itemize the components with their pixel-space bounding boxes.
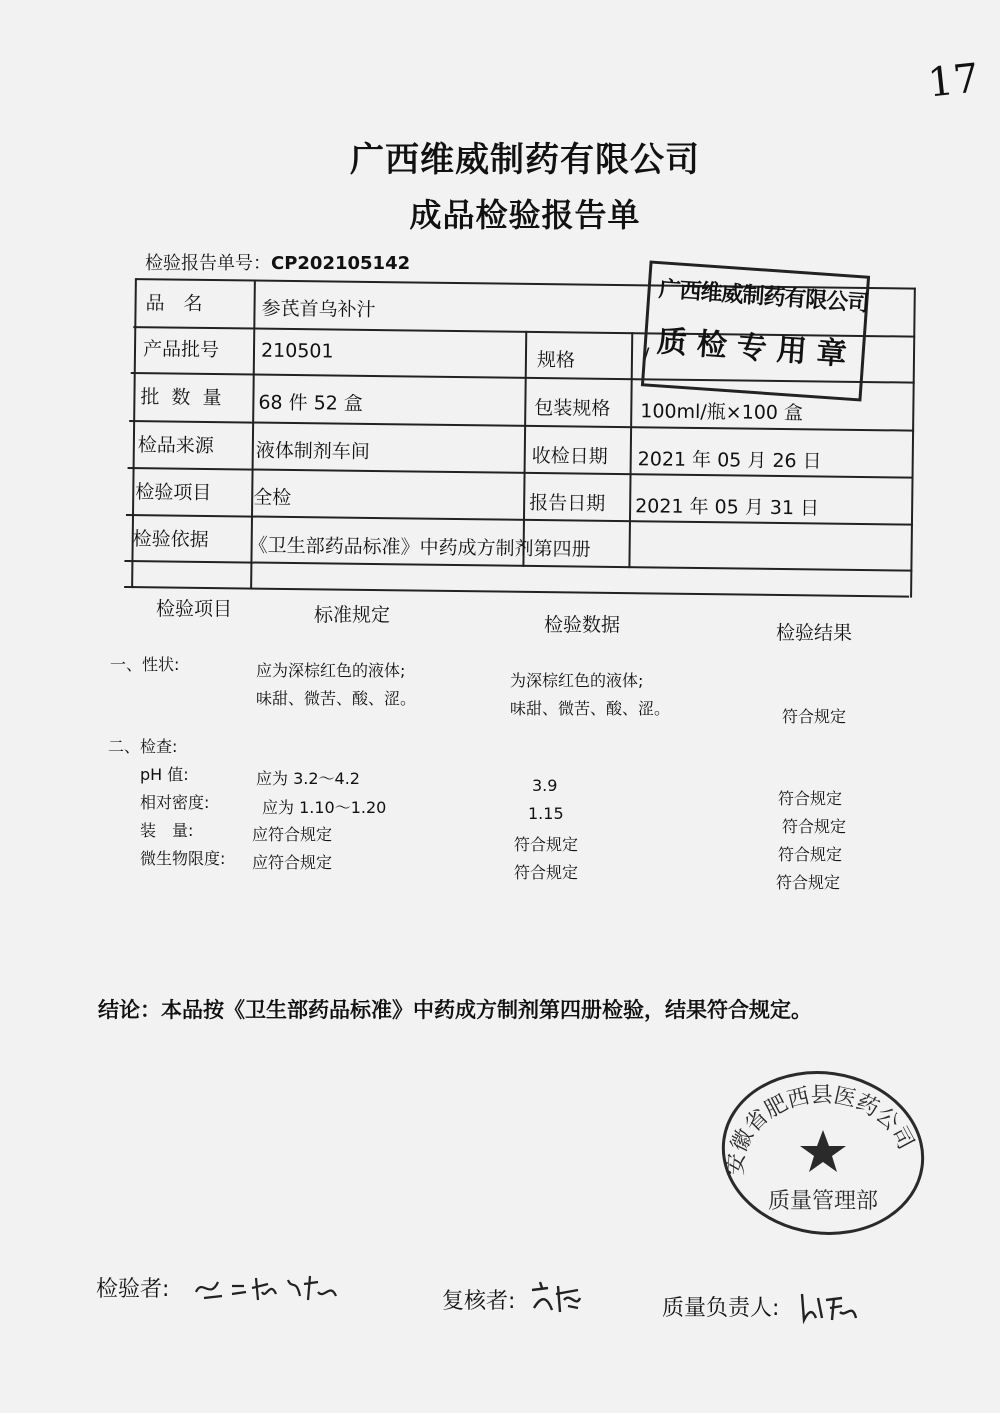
fill-volume-item: 装 量:	[140, 821, 194, 840]
stamp-center-text: 质量管理部	[767, 1189, 879, 1214]
microbial-limit-standard: 应符合规定	[252, 853, 333, 872]
section-appearance-title: 一、性状:	[110, 655, 180, 674]
inspector-label: 检验者:	[96, 1277, 170, 1302]
header-test-data: 检验数据	[544, 614, 621, 636]
fill-volume-result: 符合规定	[778, 845, 843, 864]
company-title: 广西维威制药有限公司	[350, 140, 700, 180]
label-sample-source: 检品来源	[137, 434, 215, 458]
quality-check-stamp	[641, 260, 870, 401]
label-batch-number: 产品批号	[142, 338, 220, 362]
inspector-signature	[192, 1270, 342, 1306]
microbial-limit-data: 符合规定	[514, 863, 579, 882]
label-report-date: 报告日期	[529, 491, 606, 515]
test-basis: 《卫生部药品标准》中药成方制剂第四册	[248, 534, 591, 561]
density-data: 1.15	[528, 804, 564, 823]
ph-data: 3.9	[532, 776, 558, 795]
label-product-name: 品 名	[145, 292, 203, 315]
label-test-basis: 检验依据	[132, 528, 209, 552]
microbial-limit-result: 符合规定	[776, 873, 841, 892]
ph-standard: 应为 3.2～4.2	[256, 769, 360, 788]
product-name: 参芪首乌补汁	[261, 297, 376, 322]
batch-quantity: 68 件 52 盒	[258, 391, 364, 415]
report-date: 2021 年 05 月 31 日	[635, 495, 820, 520]
density-standard: 应为 1.10～1.20	[262, 798, 387, 817]
reviewer-label: 复核者:	[442, 1289, 516, 1314]
appearance-data-line1: 为深棕红色的液体;	[510, 671, 644, 690]
qa-manager-label: 质量负责人:	[662, 1296, 780, 1321]
stamp-company: 广西维威制药有限公司	[657, 277, 870, 317]
density-result: 符合规定	[782, 817, 847, 836]
package-spec: 100ml/瓶×100 盒	[640, 400, 804, 425]
receive-date: 2021 年 05 月 26 日	[637, 448, 822, 473]
ph-item: pH 值:	[140, 765, 189, 784]
fill-volume-data: 符合规定	[514, 835, 579, 854]
header-result: 检验结果	[776, 622, 853, 644]
ph-result: 符合规定	[778, 789, 843, 808]
label-spec: 规格	[536, 349, 576, 372]
test-item: 全检	[253, 486, 292, 510]
appearance-result: 符合规定	[782, 707, 847, 726]
appearance-standard-line2: 味甜、微苦、酸、涩。	[256, 689, 417, 708]
quality-dept-stamp	[718, 1068, 928, 1238]
report-number-label: 检验报告单号：	[145, 253, 271, 274]
density-item: 相对密度:	[140, 793, 210, 812]
sample-source: 液体制剂车间	[255, 439, 370, 463]
label-receive-date: 收检日期	[531, 444, 608, 468]
page-number: 17	[925, 55, 982, 107]
batch-number: 210501	[260, 339, 334, 363]
label-batch-quantity: 批 数 量	[140, 386, 225, 410]
document-title: 成品检验报告单	[409, 196, 641, 234]
microbial-limit-item: 微生物限度:	[140, 849, 226, 868]
appearance-data-line2: 味甜、微苦、酸、涩。	[510, 699, 671, 718]
label-package-spec: 包装规格	[534, 396, 611, 420]
reviewer-signature	[528, 1278, 584, 1316]
spec-value: /	[642, 344, 650, 367]
conclusion: 结论：本品按《卫生部药品标准》中药成方制剂第四册检验，结果符合规定。	[98, 998, 812, 1022]
stamp-title: 质检专用章	[655, 324, 858, 374]
header-test-item: 检验项目	[156, 598, 233, 620]
stamp-ring-text: 安徽省肥西县医药公司	[723, 1082, 919, 1177]
appearance-standard-line1: 应为深棕红色的液体;	[256, 661, 406, 680]
report-number-value: CP202105142	[271, 253, 411, 274]
section-inspection-title: 二、检查:	[108, 737, 178, 756]
fill-volume-standard: 应符合规定	[252, 825, 333, 844]
label-test-item: 检验项目	[135, 481, 212, 505]
header-standard: 标准规定	[314, 604, 391, 626]
star-icon	[800, 1130, 846, 1172]
qa-manager-signature	[796, 1288, 860, 1326]
